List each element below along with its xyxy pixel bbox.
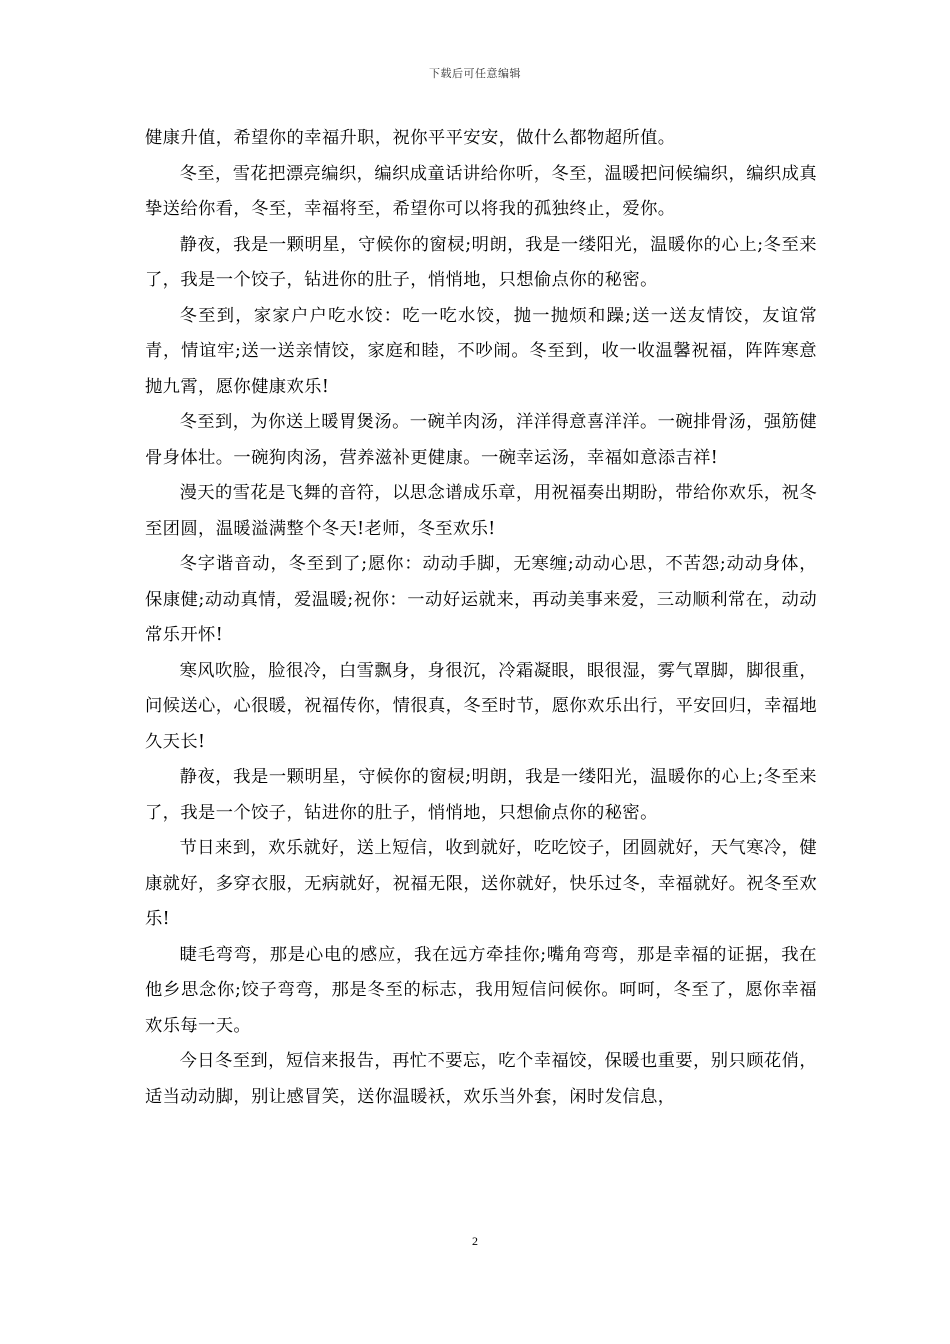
paragraph: 睫毛弯弯，那是心电的感应，我在远方牵挂你;嘴角弯弯，那是幸福的证据，我在他乡思念你;饺子弯弯，那是冬至的标志，我用短信问候你。呵呵，冬至了，愿你幸福欢乐每一天。 xyxy=(145,944,817,1036)
paragraph: 冬至到，家家户户吃水饺：吃一吃水饺，抛一抛烦和躁;送一送友情饺，友谊常青，情谊牢;送一送亲情饺，家庭和睦，不吵闹。冬至到，收一收温馨祝福，阵阵寒意抛九霄，愿你健康欢乐! xyxy=(145,305,817,397)
paragraph: 冬至到，为你送上暖胃煲汤。一碗羊肉汤，洋洋得意喜洋洋。一碗排骨汤，强筋健骨身体壮。一碗狗肉汤，营养滋补更健康。一碗幸运汤，幸福如意添吉祥! xyxy=(145,412,817,468)
page-number: 2 xyxy=(472,1234,478,1248)
body-text xyxy=(145,121,817,1115)
paragraph: 节日来到，欢乐就好，送上短信，收到就好，吃吃饺子，团圆就好，天气寒冷，健康就好，多穿衣服，无病就好，祝福无限，送你就好，快乐过冬，幸福就好。祝冬至欢乐! xyxy=(145,838,817,929)
page-header: 下载后可任意编辑 xyxy=(429,67,521,80)
paragraph: 寒风吹脸，脸很冷，白雪飘身，身很沉，冷霜凝眼，眼很湿，雾气罩脚，脚很重，问候送心，心很暖，祝福传你，情很真，冬至时节，愿你欢乐出行，平安回归，幸福地久天长! xyxy=(145,660,817,752)
paragraph: 静夜，我是一颗明星，守候你的窗棂;明朗，我是一缕阳光，温暖你的心上;冬至来了，我是一个饺子，钻进你的肚子，悄悄地，只想偷点你的秘密。 xyxy=(145,767,817,823)
paragraph: 冬字谐音动，冬至到了;愿你：动动手脚，无寒缠;动动心思，不苦怨;动动身体，保康健;动动真情，爱温暖;祝你：一动好运就来，再动美事来爱，三动顺利常在，动动常乐开怀! xyxy=(145,554,817,645)
paragraph: 今日冬至到，短信来报告，再忙不要忘，吃个幸福饺，保暖也重要，别只顾花俏，适当动动脚，别让感冒笑，送你温暖袄，欢乐当外套，闲时发信息， xyxy=(145,1051,817,1107)
paragraph-continued: 健康升值，希望你的幸福升职，祝你平平安安，做什么都物超所值。 xyxy=(145,128,676,148)
paragraph: 冬至，雪花把漂亮编织，编织成童话讲给你听，冬至，温暖把问候编织，编织成真挚送给你看，冬至，幸福将至，希望你可以将我的孤独终止，爱你。 xyxy=(145,163,817,219)
paragraph: 漫天的雪花是飞舞的音符，以思念谱成乐章，用祝福奏出期盼，带给你欢乐，祝冬至团圆，温暖溢满整个冬天!老师，冬至欢乐! xyxy=(145,483,817,539)
paragraph: 静夜，我是一颗明星，守候你的窗棂;明朗，我是一缕阳光，温暖你的心上;冬至来了，我是一个饺子，钻进你的肚子，悄悄地，只想偷点你的秘密。 xyxy=(145,234,817,290)
